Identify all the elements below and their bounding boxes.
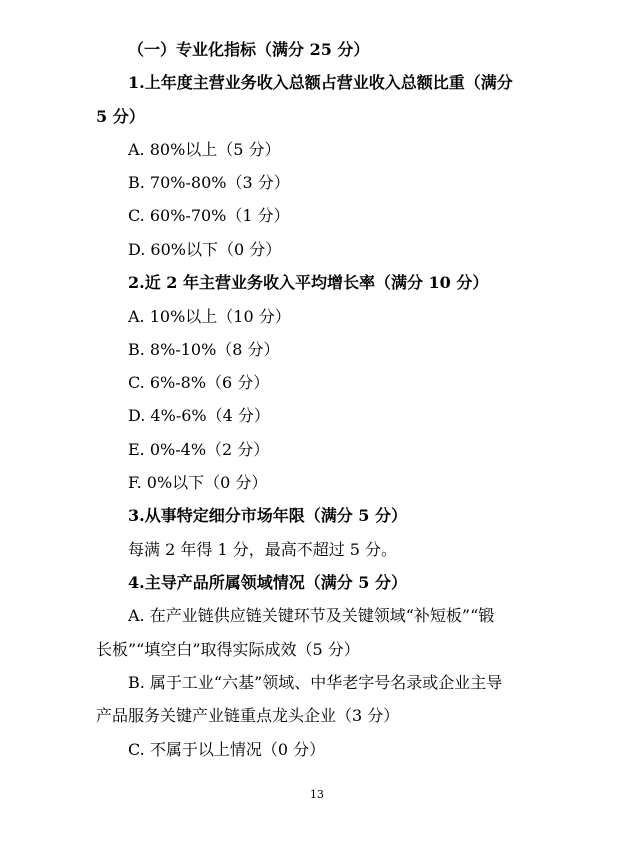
q3-text: 每满 2 年得 1 分，最高不超过 5 分。 <box>128 540 398 559</box>
q1-option-d: D. 60%以下（0 分） <box>128 240 282 259</box>
q4-option-b-line1: B. 属于工业“六基”领域、中华老字号名录或企业主导 <box>128 673 503 692</box>
q2-option-a: A. 10%以上（10 分） <box>128 307 291 326</box>
q4-option-b-line2: 产品服务关键产业链重点龙头企业（3 分） <box>96 706 400 725</box>
q2-title: 2.近 2 年主营业务收入平均增长率（满分 10 分） <box>128 273 489 292</box>
page-number: 13 <box>310 788 324 801</box>
q4-option-c: C. 不属于以上情况（0 分） <box>128 740 326 759</box>
q4-option-a-line1: A. 在产业链供应链关键环节及关键领域“补短板”“锻 <box>128 606 495 625</box>
q2-option-c: C. 6%-8%（6 分） <box>128 373 270 392</box>
q1-title-line2: 5 分） <box>96 107 145 126</box>
q2-option-d: D. 4%-6%（4 分） <box>128 406 270 425</box>
section-heading: （一）专业化指标（满分 25 分） <box>128 40 370 59</box>
q1-option-b: B. 70%-80%（3 分） <box>128 173 290 192</box>
q2-option-b: B. 8%-10%（8 分） <box>128 340 280 359</box>
q2-option-e: E. 0%-4%（2 分） <box>128 440 270 459</box>
q4-title: 4.主导产品所属领域情况（满分 5 分） <box>128 573 407 592</box>
q2-option-f: F. 0%以下（0 分） <box>128 473 268 492</box>
q4-option-a-line2: 长板”“填空白”取得实际成效（5 分） <box>96 640 360 659</box>
q1-title-line1: 1.上年度主营业务收入总额占营业收入总额比重（满分 <box>128 73 513 92</box>
q1-option-a: A. 80%以上（5 分） <box>128 140 281 159</box>
q1-option-c: C. 60%-70%（1 分） <box>128 206 290 225</box>
q3-title: 3.从事特定细分市场年限（满分 5 分） <box>128 506 407 525</box>
